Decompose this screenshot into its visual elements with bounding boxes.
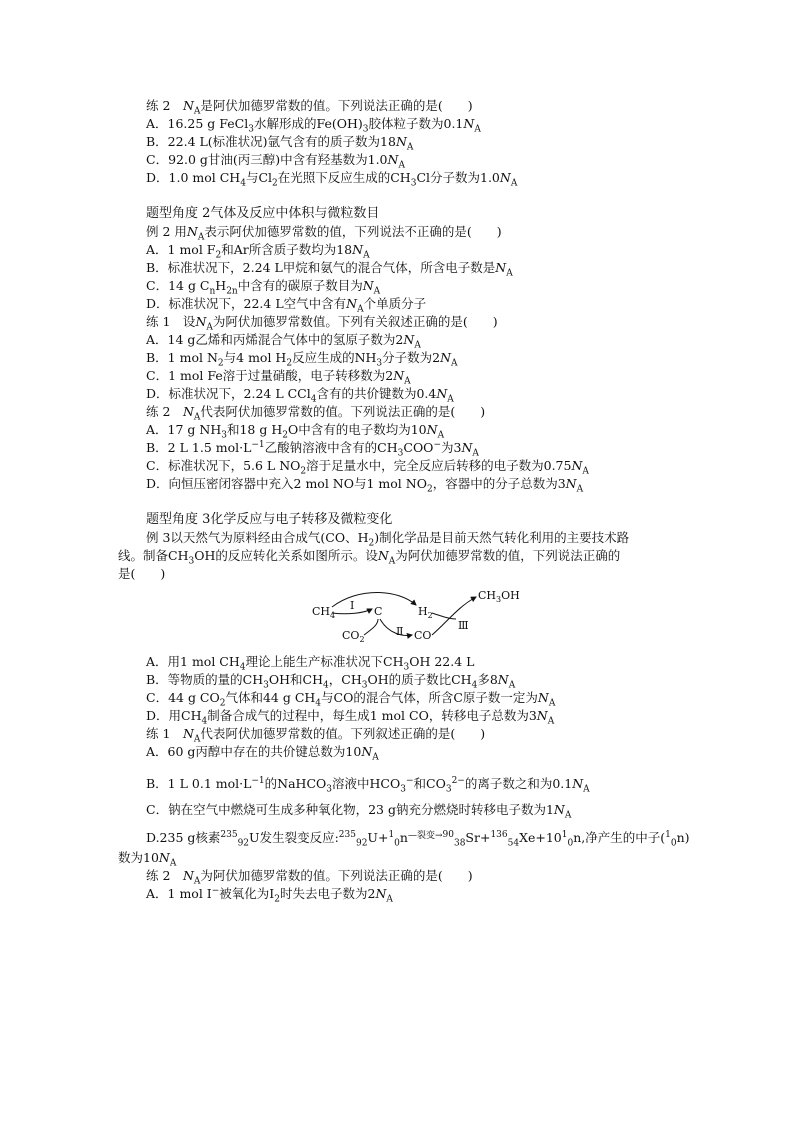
co-label: CO bbox=[414, 629, 432, 642]
option-d: D．向恒压密闭容器中充入2 mol NO与1 mol $NO_2$，容器中的分子总数为$3N_A$ bbox=[146, 476, 584, 495]
option-c: C．92.0 g甘油(丙三醇)中含有羟基数为$1.0N_A$ bbox=[146, 152, 405, 171]
example-2-stem: 例 2 用$N_A$表示阿伏加德罗常数的值，下列说法不正确的是( ) bbox=[146, 224, 502, 243]
option-a: A．1 mol $F_2$和Ar所含质子数均为$18N_A$ bbox=[146, 242, 370, 261]
option-d: D．标准状况下，2.24 L CCl$_4$含有的共价键数为$0.4N_A$ bbox=[146, 386, 454, 405]
option-a: A．60 g丙醇中存在的共价键总数为$10N_A$ bbox=[146, 744, 379, 763]
option-a: A．16.25 g FeCl$_3$水解形成的$Fe(OH)_3$胶体粒子数为$0.1N_A$ bbox=[146, 116, 481, 135]
option-a: A．用1 mol $CH_4$理论上能生产标准状况下$CH_3OH$ 22.4 L bbox=[146, 654, 475, 673]
option-c: C．14 g $C_nH_{2n}$中含有的碳原子数目为$N_A$ bbox=[146, 278, 381, 297]
example-3-stem-2: 线。制备$CH_3OH$的反应转化关系如图所示。设$N_A$为阿伏加德罗常数的值，下列说法正确的 bbox=[118, 548, 621, 567]
arrow-to-ch3oh bbox=[432, 597, 476, 635]
option-b: B．标准状况下，2.24 L甲烷和氨气的混合气体，所含电子数是$N_A$ bbox=[146, 260, 513, 279]
option-b: B．1 mol $N_2$与4 mol $H_2$反应生成的$NH_3$分子数为$2N_A$ bbox=[146, 350, 458, 369]
step-iii-label: Ⅲ bbox=[458, 619, 469, 632]
section-heading-2: 题型角度 2气体及反应中体积与微粒数目 bbox=[146, 206, 380, 221]
option-b: B．22.4 L(标准状况)氩气含有的质子数为$18N_A$ bbox=[146, 134, 414, 153]
exercise-2c-stem: 练 2 $N_A$为阿伏加德罗常数的值。下列说法正确的是( ) bbox=[146, 868, 473, 887]
option-d-cont: 数为$10N_A$ bbox=[118, 850, 177, 869]
carbon-label: C bbox=[374, 605, 383, 618]
exercise-2b-stem: 练 2 $N_A$代表阿伏加德罗常数的值。下列说法正确的是( ) bbox=[146, 404, 486, 423]
step-i-label: Ⅰ bbox=[350, 599, 355, 612]
option-c: C．44 g $CO_2$气体和44 g $CH_4$与CO的混合气体，所含C原子数一定为$N_A$ bbox=[146, 690, 556, 709]
document-page bbox=[118, 97, 690, 905]
co2-label: $CO_2$ bbox=[342, 629, 365, 644]
exercise-2-stem: 练 2 $N_A$是阿伏加德罗常数的值。下列说法正确的是( ) bbox=[146, 98, 473, 117]
option-c: C．1 mol Fe溶于过量硝酸，电子转移数为$2N_A$ bbox=[146, 368, 411, 387]
reaction-diagram bbox=[118, 585, 678, 649]
option-b: B．等物质的量的$CH_3OH$和$CH_4$，$CH_3OH$的质子数比$CH_4$多$8N_A$ bbox=[146, 672, 516, 691]
option-a: A．17 g $NH_3$和18 g $H_2O$中含有的电子数均为$10N_A$ bbox=[146, 422, 445, 441]
option-b: B．1 L 0.1 $mol\cdot L^{-1}$的NaHCO$_3$溶液中$HCO_3^-$和$CO_3^{2-}$的离子数之和为$0.1N_A$ bbox=[146, 775, 590, 795]
ch3oh-label: $CH_3OH$ bbox=[478, 589, 520, 604]
option-d: D．标准状况下，22.4 L空气中含有$N_A$个单质分子 bbox=[146, 296, 427, 315]
section-heading-3: 题型角度 3化学反应与电子转移及微粒变化 bbox=[146, 512, 393, 527]
option-b: B．2 L 1.5 $mol\cdot L^{-1}$乙酸钠溶液中含有的$CH_3COO^-$为$3N_A$ bbox=[146, 439, 479, 459]
exercise-1-stem: 练 1 设$N_A$为阿伏加德罗常数值。下列有关叙述正确的是( ) bbox=[146, 314, 498, 333]
option-c: C．钠在空气中燃烧可生成多种氧化物，23 g钠充分燃烧时转移电子数为$1N_A$ bbox=[146, 802, 572, 821]
option-d: D.235 g核素$^{235}_{92}$U发生裂变反应$:^{235}_{92}U+^1_0n^{—裂变\to 90}_{38}Sr+^{136}_{54}Xe+10^1_0n$,净产生的中子($^1_0$n) bbox=[146, 829, 690, 849]
option-c: C．标准状况下，5.6 L $NO_2$溶于足量水中，完全反应后转移的电子数为$0.75N_A$ bbox=[146, 458, 589, 477]
step-ii-label: Ⅱ bbox=[396, 625, 404, 638]
exercise-1c-stem: 练 1 $N_A$代表阿伏加德罗常数的值。下列叙述正确的是( ) bbox=[146, 726, 486, 745]
option-d: D．用$CH_4$制备合成气的过程中，每生成1 mol CO，转移电子总数为$3N_A$ bbox=[146, 708, 555, 727]
ch4-label: $CH_4$ bbox=[312, 605, 336, 620]
option-d: D．1.0 mol $CH_4$与$Cl_2$在光照下反应生成的$CH_3Cl$分子数为$1.0N_A$ bbox=[146, 170, 518, 189]
option-a: A．1 mol I−被氧化为$I_2$时失去电子数为$2N_A$ bbox=[146, 885, 393, 905]
arrow-co2-join bbox=[364, 619, 378, 635]
reaction-pathway-svg bbox=[308, 585, 538, 647]
example-3-stem-1: 例 3以天然气为原料经由合成气(CO、$H_2$)制化学品是目前天然气转化利用的主要技术路 bbox=[146, 530, 630, 549]
option-a: A．14 g乙烯和丙烯混合气体中的氢原子数为$2N_A$ bbox=[146, 332, 421, 351]
example-3-stem-3: 是( ) bbox=[118, 566, 166, 581]
h2-label: $H_2$ bbox=[418, 605, 433, 620]
